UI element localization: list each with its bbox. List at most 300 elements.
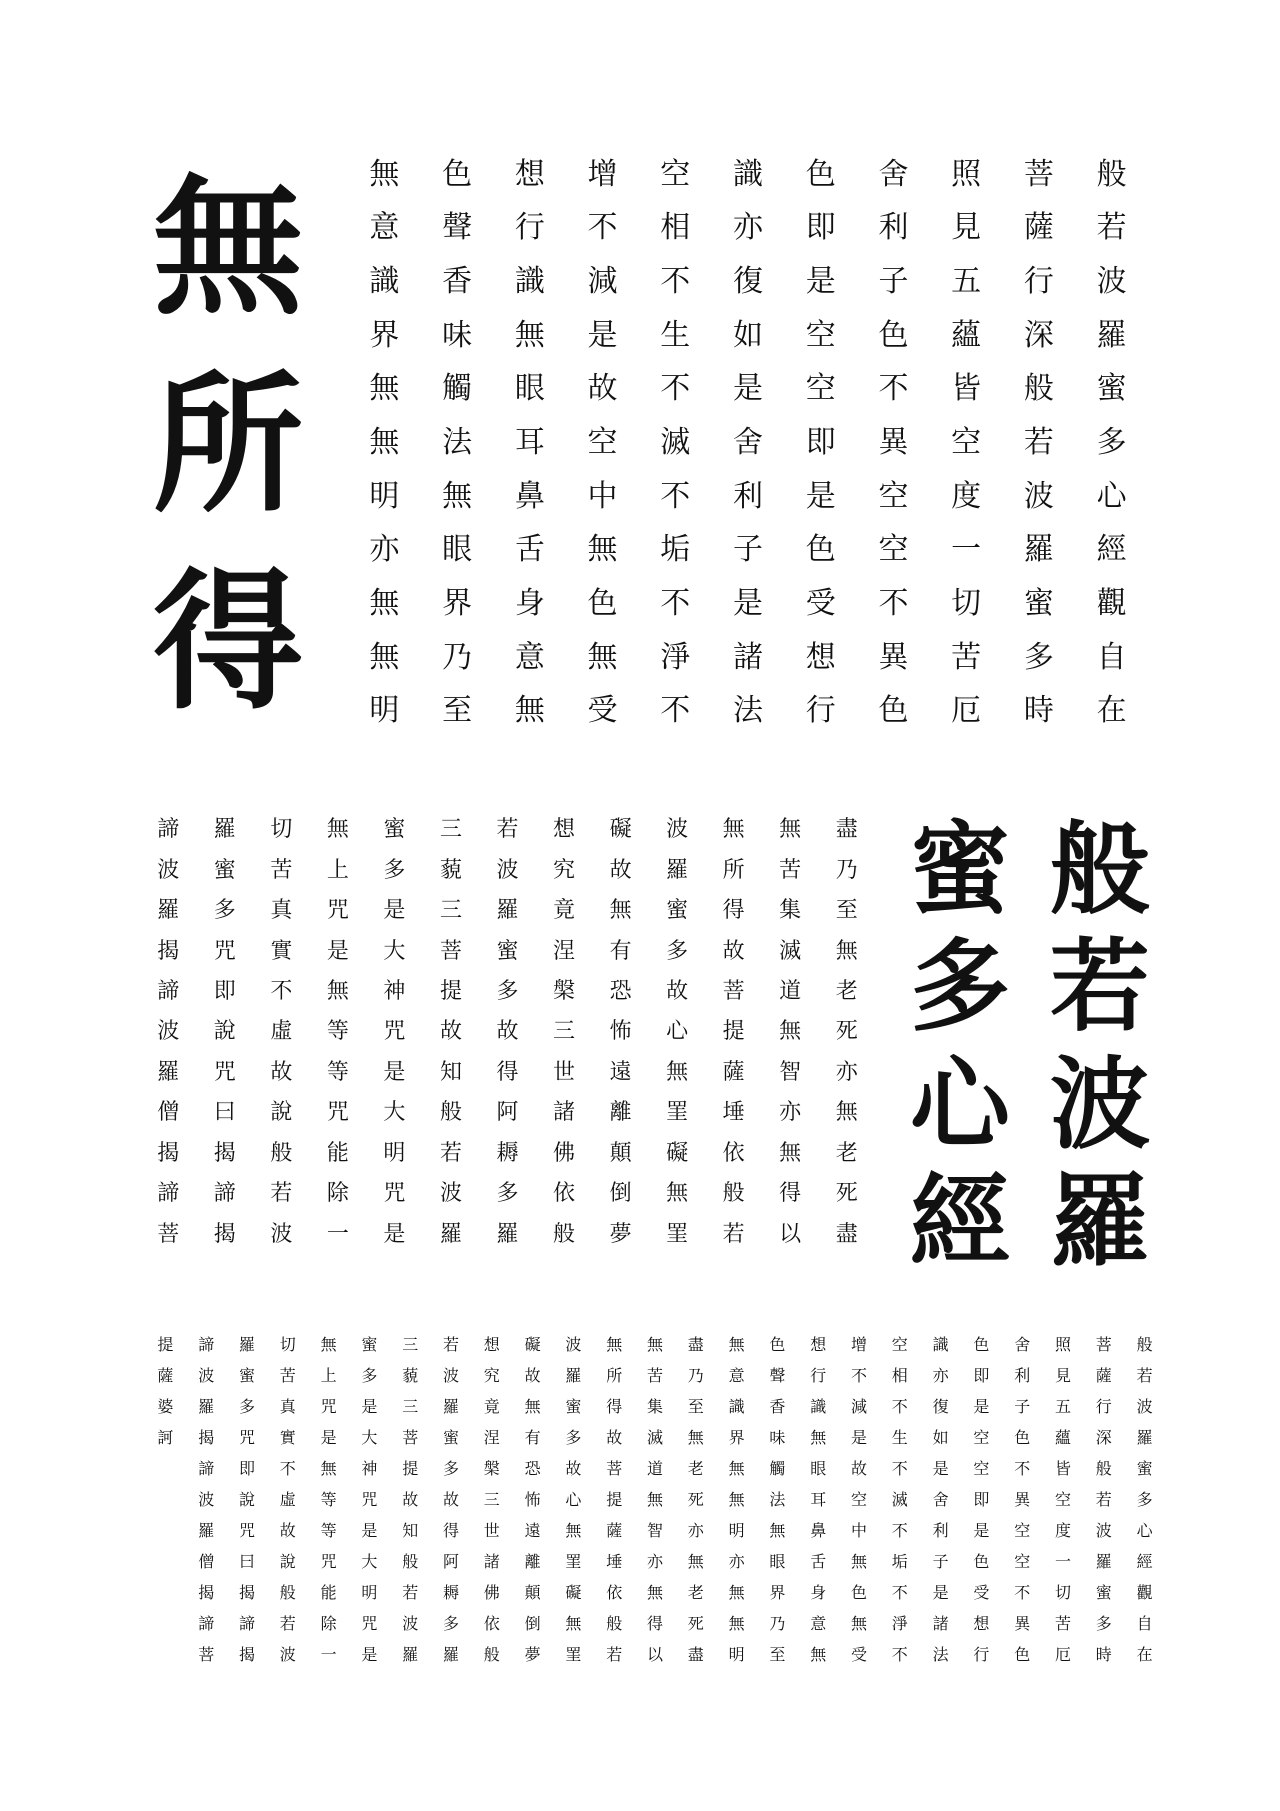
sutra-char: 空 bbox=[805, 371, 836, 407]
sutra-char: 菩 bbox=[439, 938, 462, 964]
sutra-char: 咒 bbox=[361, 1613, 378, 1633]
sutra-char: 般 bbox=[1023, 371, 1054, 407]
sutra-char: 如 bbox=[732, 317, 763, 353]
sutra-char: 波 bbox=[157, 1019, 180, 1045]
sutra-char: 咒 bbox=[320, 1397, 337, 1417]
sutra-char: 薩 bbox=[1095, 1366, 1112, 1386]
sutra-char: 羅 bbox=[213, 817, 236, 843]
sutra-char: 神 bbox=[361, 1459, 378, 1479]
sutra-char: 不 bbox=[891, 1459, 908, 1479]
sutra-char: 切 bbox=[1054, 1582, 1071, 1602]
sutra-char: 不 bbox=[660, 693, 691, 729]
sutra-char: 空 bbox=[660, 156, 691, 192]
sutra-char: 空 bbox=[878, 532, 909, 568]
sutra-char: 般 bbox=[483, 1644, 500, 1664]
sutra-char: 咒 bbox=[320, 1551, 337, 1571]
sutra-char: 即 bbox=[805, 210, 836, 246]
sutra-char: 依 bbox=[553, 1181, 576, 1207]
sutra-char: 空 bbox=[878, 478, 909, 514]
sutra-char: 老 bbox=[835, 979, 858, 1005]
sutra-char: 受 bbox=[850, 1644, 867, 1664]
sutra-char: 無 bbox=[769, 1520, 786, 1540]
sutra-char: 無 bbox=[646, 1489, 663, 1509]
sutra-char: 波 bbox=[402, 1613, 419, 1633]
sutra-char: 無 bbox=[326, 979, 349, 1005]
sutra-char: 三 bbox=[439, 898, 462, 924]
sutra-char: 空 bbox=[973, 1428, 990, 1448]
sutra-char: 意 bbox=[514, 639, 545, 675]
sutra-char: 三 bbox=[402, 1397, 419, 1417]
sutra-char: 色 bbox=[769, 1335, 786, 1355]
sutra-char: 礙 bbox=[666, 1140, 689, 1166]
sutra-char: 亦 bbox=[932, 1366, 949, 1386]
sutra-char: 波 bbox=[565, 1335, 582, 1355]
sutra-char: 藐 bbox=[439, 857, 462, 883]
sutra-char: 空 bbox=[891, 1335, 908, 1355]
sutra-char: 垢 bbox=[891, 1551, 908, 1571]
sutra-char: 中 bbox=[587, 478, 618, 514]
sutra-char: 多 bbox=[1136, 1489, 1153, 1509]
sutra-char: 離 bbox=[524, 1551, 541, 1571]
sutra-char: 至 bbox=[442, 693, 473, 729]
sutra-char: 自 bbox=[1136, 1613, 1153, 1633]
sutra-char: 聲 bbox=[442, 210, 473, 246]
sutra-char: 一 bbox=[320, 1644, 337, 1664]
sutra-char: 多 bbox=[361, 1366, 378, 1386]
sutra-char: 利 bbox=[878, 210, 909, 246]
sutra-char: 菩 bbox=[606, 1459, 623, 1479]
sutra-char: 無 bbox=[666, 1059, 689, 1085]
sutra-char: 世 bbox=[483, 1520, 500, 1540]
sutra-char: 知 bbox=[402, 1520, 419, 1540]
sutra-char: 訶 bbox=[157, 1428, 174, 1448]
sutra-char: 不 bbox=[891, 1397, 908, 1417]
sutra-char: 厄 bbox=[951, 693, 982, 729]
sutra-char: 故 bbox=[279, 1520, 296, 1540]
sutra-char: 能 bbox=[320, 1582, 337, 1602]
sutra-char: 咒 bbox=[383, 1181, 406, 1207]
sutra-char: 有 bbox=[609, 938, 632, 964]
sutra-char: 是 bbox=[361, 1520, 378, 1540]
sutra-char: 阿 bbox=[496, 1100, 519, 1126]
sutra-char: 咒 bbox=[238, 1520, 255, 1540]
sutra-char: 菩 bbox=[1023, 156, 1054, 192]
sutra-char: 般 bbox=[1096, 156, 1127, 192]
sutra-char: 空 bbox=[1054, 1489, 1071, 1509]
sutra-char: 道 bbox=[779, 979, 802, 1005]
sutra-char: 說 bbox=[279, 1551, 296, 1571]
sutra-char: 增 bbox=[587, 156, 618, 192]
sutra-char: 切 bbox=[951, 585, 982, 621]
sutra-char: 羅 bbox=[238, 1335, 255, 1355]
sutra-char: 上 bbox=[320, 1366, 337, 1386]
sutra-char: 無 bbox=[850, 1551, 867, 1571]
sutra-char: 經 bbox=[1136, 1551, 1153, 1571]
sutra-char: 蜜 bbox=[1095, 1582, 1112, 1602]
sutra-char: 色 bbox=[973, 1551, 990, 1571]
sutra-char: 不 bbox=[279, 1459, 296, 1479]
sutra-char: 礙 bbox=[524, 1335, 541, 1355]
sutra-char: 恐 bbox=[609, 979, 632, 1005]
sutra-char: 識 bbox=[732, 156, 763, 192]
sutra-char: 無 bbox=[666, 1181, 689, 1207]
sutra-char: 耨 bbox=[496, 1140, 519, 1166]
sutra-char: 故 bbox=[565, 1459, 582, 1479]
sutra-char: 多 bbox=[1023, 639, 1054, 675]
sutra-char: 無 bbox=[779, 817, 802, 843]
sutra-char bbox=[145, 1485, 186, 1516]
sutra-char: 鼻 bbox=[514, 478, 545, 514]
sutra-char: 深 bbox=[1023, 317, 1054, 353]
sutra-char: 依 bbox=[483, 1613, 500, 1633]
sutra-char: 乃 bbox=[835, 857, 858, 883]
sutra-char: 是 bbox=[383, 898, 406, 924]
sutra-char: 大 bbox=[383, 938, 406, 964]
sutra-char: 提 bbox=[722, 1019, 745, 1045]
sutra-char: 如 bbox=[932, 1428, 949, 1448]
sutra-char: 羅 bbox=[565, 1366, 582, 1386]
sutra-char: 依 bbox=[722, 1140, 745, 1166]
sutra-char: 顛 bbox=[609, 1140, 632, 1166]
sutra-char: 諦 bbox=[238, 1613, 255, 1633]
sutra-char: 真 bbox=[270, 898, 293, 924]
sutra-char: 是 bbox=[932, 1459, 949, 1479]
title-char: 得 bbox=[152, 553, 303, 730]
sutra-char: 無 bbox=[369, 371, 400, 407]
sutra-char: 切 bbox=[270, 817, 293, 843]
sutra-char: 無 bbox=[587, 532, 618, 568]
sutra-char: 三 bbox=[439, 817, 462, 843]
sutra-char: 聲 bbox=[769, 1366, 786, 1386]
sutra-char: 明 bbox=[369, 693, 400, 729]
sutra-char: 即 bbox=[805, 424, 836, 460]
sutra-char: 增 bbox=[850, 1335, 867, 1355]
sutra-char: 諦 bbox=[157, 979, 180, 1005]
sutra-char: 空 bbox=[1014, 1520, 1031, 1540]
sutra-char: 竟 bbox=[553, 898, 576, 924]
sutra-char: 上 bbox=[326, 857, 349, 883]
sutra-char: 法 bbox=[732, 693, 763, 729]
sutra-char: 諦 bbox=[198, 1459, 215, 1479]
sutra-char: 薩 bbox=[606, 1520, 623, 1540]
sutra-char: 亦 bbox=[687, 1520, 704, 1540]
sutra-char: 羅 bbox=[1096, 317, 1127, 353]
sutra-char: 薩 bbox=[722, 1059, 745, 1085]
sutra-char: 無 bbox=[850, 1613, 867, 1633]
sutra-char: 多 bbox=[565, 1428, 582, 1448]
sutra-char: 是 bbox=[932, 1582, 949, 1602]
sutra-char bbox=[145, 1577, 186, 1608]
sutra-char: 多 bbox=[1095, 1613, 1112, 1633]
sutra-char: 子 bbox=[878, 264, 909, 300]
sutra-char: 死 bbox=[835, 1019, 858, 1045]
sutra-char: 減 bbox=[587, 264, 618, 300]
sutra-char: 乃 bbox=[442, 639, 473, 675]
sutra-char: 乃 bbox=[687, 1366, 704, 1386]
sutra-char: 波 bbox=[1136, 1397, 1153, 1417]
sutra-char: 明 bbox=[383, 1140, 406, 1166]
sutra-char: 波 bbox=[1023, 478, 1054, 514]
sutra-char: 亦 bbox=[732, 210, 763, 246]
sutra-char: 老 bbox=[687, 1582, 704, 1602]
sutra-char: 死 bbox=[835, 1181, 858, 1207]
sutra-char: 舍 bbox=[932, 1489, 949, 1509]
sutra-char: 羅 bbox=[157, 898, 180, 924]
sutra-char: 是 bbox=[973, 1520, 990, 1540]
sutra-char: 道 bbox=[646, 1459, 663, 1479]
sutra-char: 復 bbox=[732, 264, 763, 300]
sutra-char: 諦 bbox=[198, 1335, 215, 1355]
sutra-char: 無 bbox=[779, 1019, 802, 1045]
sutra-char: 曰 bbox=[213, 1100, 236, 1126]
sutra-char: 無 bbox=[565, 1613, 582, 1633]
sutra-char: 槃 bbox=[553, 979, 576, 1005]
sutra-char: 故 bbox=[402, 1489, 419, 1509]
sutra-char: 等 bbox=[326, 1059, 349, 1085]
sutra-char: 般 bbox=[722, 1181, 745, 1207]
sutra-char: 識 bbox=[728, 1397, 745, 1417]
sutra-char: 咒 bbox=[383, 1019, 406, 1045]
sutra-char: 見 bbox=[1054, 1366, 1071, 1386]
sutra-char: 無 bbox=[514, 317, 545, 353]
sutra-char: 身 bbox=[810, 1582, 827, 1602]
sutra-char: 經 bbox=[1096, 532, 1127, 568]
sutra-char: 以 bbox=[646, 1644, 663, 1664]
sutra-char: 是 bbox=[805, 264, 836, 300]
sutra-char: 得 bbox=[722, 898, 745, 924]
sutra-char: 空 bbox=[973, 1459, 990, 1479]
sutra-char: 耳 bbox=[810, 1489, 827, 1509]
sutra-char: 罣 bbox=[565, 1644, 582, 1664]
sutra-char: 是 bbox=[320, 1428, 337, 1448]
sutra-char: 盡 bbox=[835, 817, 858, 843]
sutra-char: 在 bbox=[1096, 693, 1127, 729]
sutra-char: 苦 bbox=[646, 1366, 663, 1386]
sutra-char: 在 bbox=[1136, 1644, 1153, 1664]
sutra-char: 故 bbox=[439, 1019, 462, 1045]
sutra-char: 耨 bbox=[442, 1582, 459, 1602]
sutra-char: 薩 bbox=[157, 1366, 174, 1386]
sutra-char: 無 bbox=[835, 1100, 858, 1126]
sutra-char: 明 bbox=[728, 1644, 745, 1664]
title-char: 若 bbox=[1050, 927, 1150, 1046]
sutra-char: 眼 bbox=[769, 1551, 786, 1571]
sutra-char: 多 bbox=[213, 898, 236, 924]
sutra-char: 波 bbox=[279, 1644, 296, 1664]
sutra-char: 五 bbox=[951, 264, 982, 300]
sutra-char: 蜜 bbox=[1023, 585, 1054, 621]
sutra-char: 苦 bbox=[279, 1366, 296, 1386]
sutra-char: 倒 bbox=[524, 1613, 541, 1633]
sutra-char: 是 bbox=[383, 1221, 406, 1247]
sutra-char: 盡 bbox=[687, 1644, 704, 1664]
sutra-char: 即 bbox=[973, 1489, 990, 1509]
sutra-char: 是 bbox=[973, 1397, 990, 1417]
sutra-char: 除 bbox=[326, 1181, 349, 1207]
sutra-char: 羅 bbox=[442, 1397, 459, 1417]
sutra-char: 波 bbox=[270, 1221, 293, 1247]
sutra-char: 知 bbox=[439, 1059, 462, 1085]
sutra-char: 除 bbox=[320, 1613, 337, 1633]
sutra-char: 識 bbox=[932, 1335, 949, 1355]
sutra-char: 一 bbox=[326, 1221, 349, 1247]
sutra-char: 法 bbox=[932, 1644, 949, 1664]
sutra-char: 遠 bbox=[609, 1059, 632, 1085]
sutra-char: 是 bbox=[361, 1644, 378, 1664]
sutra-char: 觸 bbox=[769, 1459, 786, 1479]
sutra-char: 故 bbox=[524, 1366, 541, 1386]
sutra-char: 無 bbox=[728, 1459, 745, 1479]
sutra-char: 色 bbox=[1014, 1428, 1031, 1448]
sutra-char: 受 bbox=[587, 693, 618, 729]
sutra-char: 埵 bbox=[606, 1551, 623, 1571]
title-char: 無 bbox=[152, 160, 303, 337]
sutra-char: 般 bbox=[1095, 1459, 1112, 1479]
sutra-char: 異 bbox=[1014, 1613, 1031, 1633]
sutra-char: 不 bbox=[660, 478, 691, 514]
sutra-char: 味 bbox=[442, 317, 473, 353]
sutra-char: 度 bbox=[1054, 1520, 1071, 1540]
sutra-char: 識 bbox=[514, 264, 545, 300]
sutra-char: 竟 bbox=[483, 1397, 500, 1417]
sutra-char: 多 bbox=[496, 979, 519, 1005]
sutra-char: 想 bbox=[514, 156, 545, 192]
sutra-char: 蜜 bbox=[496, 938, 519, 964]
sutra-char: 蜜 bbox=[1136, 1459, 1153, 1479]
sutra-char: 提 bbox=[402, 1459, 419, 1479]
sutra-char: 多 bbox=[442, 1459, 459, 1479]
sutra-char: 提 bbox=[157, 1335, 174, 1355]
sutra-char: 若 bbox=[270, 1181, 293, 1207]
sutra-char: 復 bbox=[932, 1397, 949, 1417]
sutra-char: 以 bbox=[779, 1221, 802, 1247]
sutra-char: 般 bbox=[279, 1582, 296, 1602]
sutra-char: 神 bbox=[383, 979, 406, 1005]
sutra-char: 實 bbox=[270, 938, 293, 964]
sutra-char: 見 bbox=[951, 210, 982, 246]
sutra-char: 死 bbox=[687, 1489, 704, 1509]
sutra-char: 至 bbox=[687, 1397, 704, 1417]
sutra-char: 味 bbox=[769, 1428, 786, 1448]
sutra-char: 相 bbox=[660, 210, 691, 246]
sutra-char: 大 bbox=[361, 1428, 378, 1448]
sutra-char: 香 bbox=[769, 1397, 786, 1417]
sutra-char: 是 bbox=[805, 478, 836, 514]
sutra-char: 眼 bbox=[442, 532, 473, 568]
sutra-char: 菩 bbox=[402, 1428, 419, 1448]
sutra-char: 咒 bbox=[238, 1428, 255, 1448]
sutra-char: 心 bbox=[1096, 478, 1127, 514]
sutra-char: 若 bbox=[1023, 424, 1054, 460]
sutra-char: 自 bbox=[1096, 639, 1127, 675]
sutra-char: 若 bbox=[1096, 210, 1127, 246]
sutra-char: 說 bbox=[238, 1489, 255, 1509]
sutra-char: 波 bbox=[496, 857, 519, 883]
sutra-char: 不 bbox=[891, 1582, 908, 1602]
sutra-char: 空 bbox=[951, 424, 982, 460]
sutra-char: 意 bbox=[810, 1613, 827, 1633]
sutra-char: 中 bbox=[850, 1520, 867, 1540]
sutra-char: 揭 bbox=[213, 1140, 236, 1166]
sutra-char: 若 bbox=[722, 1221, 745, 1247]
sutra-char: 淨 bbox=[891, 1613, 908, 1633]
sutra-char: 顛 bbox=[524, 1582, 541, 1602]
sutra-char: 菩 bbox=[1095, 1335, 1112, 1355]
sutra-char: 所 bbox=[722, 857, 745, 883]
sutra-char: 行 bbox=[973, 1644, 990, 1664]
sutra-char: 怖 bbox=[609, 1019, 632, 1045]
sutra-char: 揭 bbox=[198, 1428, 215, 1448]
sutra-char: 能 bbox=[326, 1140, 349, 1166]
sutra-char: 若 bbox=[1136, 1366, 1153, 1386]
sutra-char bbox=[145, 1546, 186, 1577]
title-char: 般 bbox=[1050, 809, 1150, 928]
sutra-char: 蜜 bbox=[383, 817, 406, 843]
sutra-char: 罣 bbox=[565, 1551, 582, 1571]
sutra-char: 異 bbox=[878, 639, 909, 675]
sutra-char bbox=[145, 1454, 186, 1485]
sutra-char: 礙 bbox=[565, 1582, 582, 1602]
title-char: 多 bbox=[910, 927, 1010, 1046]
sutra-char: 不 bbox=[660, 371, 691, 407]
sutra-char: 蜜 bbox=[238, 1366, 255, 1386]
sutra-char: 即 bbox=[238, 1459, 255, 1479]
sutra-char: 無 bbox=[587, 639, 618, 675]
sutra-char: 不 bbox=[850, 1366, 867, 1386]
sutra-char: 波 bbox=[439, 1181, 462, 1207]
sutra-char: 一 bbox=[1054, 1551, 1071, 1571]
sutra-char: 波 bbox=[157, 857, 180, 883]
sutra-char: 無 bbox=[687, 1551, 704, 1571]
sutra-char: 無 bbox=[728, 1582, 745, 1602]
sutra-char: 厄 bbox=[1054, 1644, 1071, 1664]
sutra-char: 不 bbox=[1014, 1459, 1031, 1479]
sutra-char: 苦 bbox=[951, 639, 982, 675]
sutra-char: 咒 bbox=[326, 898, 349, 924]
sutra-char: 無 bbox=[609, 898, 632, 924]
sutra-char: 般 bbox=[402, 1551, 419, 1571]
sutra-char: 遠 bbox=[524, 1520, 541, 1540]
sutra-char: 行 bbox=[1023, 264, 1054, 300]
sutra-char: 羅 bbox=[198, 1520, 215, 1540]
sutra-char: 得 bbox=[496, 1059, 519, 1085]
sutra-char: 色 bbox=[878, 693, 909, 729]
sutra-char: 多 bbox=[238, 1397, 255, 1417]
sutra-char: 諸 bbox=[483, 1551, 500, 1571]
sutra-char: 界 bbox=[369, 317, 400, 353]
sutra-char: 波 bbox=[198, 1489, 215, 1509]
sutra-char: 離 bbox=[609, 1100, 632, 1126]
sutra-char: 界 bbox=[769, 1582, 786, 1602]
sutra-char: 明 bbox=[728, 1520, 745, 1540]
sutra-char: 薩 bbox=[1023, 210, 1054, 246]
sutra-char: 故 bbox=[606, 1428, 623, 1448]
sutra-char: 無 bbox=[722, 817, 745, 843]
sutra-char: 般 bbox=[553, 1221, 576, 1247]
sutra-char: 無 bbox=[565, 1520, 582, 1540]
sutra-char: 香 bbox=[442, 264, 473, 300]
sutra-char: 舍 bbox=[1014, 1335, 1031, 1355]
sutra-char: 佛 bbox=[483, 1582, 500, 1602]
sutra-char: 蜜 bbox=[213, 857, 236, 883]
sutra-char: 所 bbox=[606, 1366, 623, 1386]
sutra-char: 無 bbox=[606, 1335, 623, 1355]
sutra-char: 意 bbox=[369, 210, 400, 246]
sutra-char: 咒 bbox=[361, 1489, 378, 1509]
sutra-char: 揭 bbox=[198, 1582, 215, 1602]
sutra-char: 相 bbox=[891, 1366, 908, 1386]
sutra-char: 至 bbox=[835, 898, 858, 924]
